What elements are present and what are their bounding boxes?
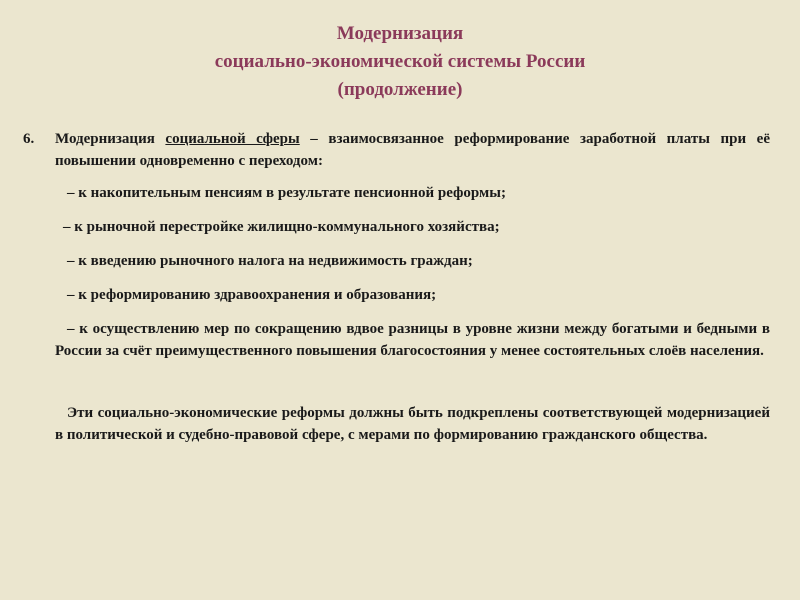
title-line-3: (продолжение) xyxy=(337,79,463,100)
intro-before: Модернизация xyxy=(55,131,166,147)
list-item: – к рыночной перестройке жилищно-коммунального хозяйства; xyxy=(63,219,500,235)
slide-title xyxy=(0,20,800,104)
list-item: – к реформированию здравоохранения и образования; xyxy=(67,287,437,303)
section-content xyxy=(55,128,770,446)
intro-underlined: социальной сферы xyxy=(165,131,300,147)
intro-after: – взаимосвязанное реформирование заработной платы при её повышении одновременно с переходом: xyxy=(55,131,770,169)
section-number: 6. xyxy=(23,131,35,147)
section-intro xyxy=(55,128,770,172)
closing-paragraph: Эти социально-экономические реформы должны быть подкреплены соответствующей модернизацией в политической и судебно-правовой сфере, с мерами по формированию гражданского общества. xyxy=(55,405,770,443)
list-item: – к накопительным пенсиям в результате пенсионной реформы; xyxy=(67,185,506,201)
list-item: – к осуществлению мер по сокращению вдвое разницы в уровне жизни между богатыми и бедными в России за счёт преимущественного повышения благосостояния у менее состоятельных слоёв населения. xyxy=(55,321,770,359)
title-line-2: социально-экономической системы России xyxy=(214,51,586,72)
list-item: – к введению рыночного налога на недвижимость граждан; xyxy=(67,253,473,269)
title-line-1: Модернизация xyxy=(336,23,464,44)
